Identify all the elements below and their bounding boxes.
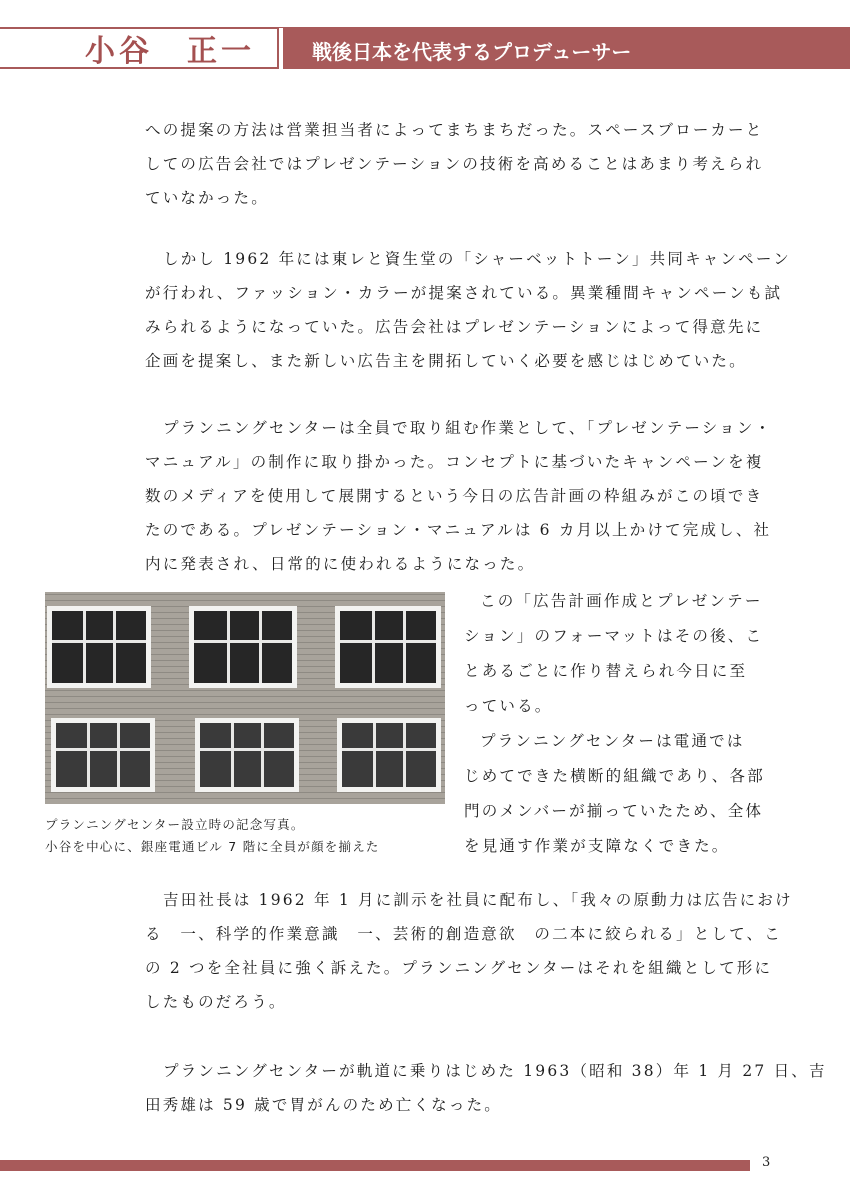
- text-line: 門のメンバーが揃っていたため、全体: [464, 802, 764, 820]
- window: [337, 718, 441, 792]
- text-line: への提案の方法は営業担当者によってまちまちだった。スペースブローカーと: [145, 121, 764, 139]
- text-line: みられるようになっていた。広告会社はプレゼンテーションによって得意先に: [145, 318, 764, 336]
- photo-caption: [45, 814, 380, 858]
- side-paragraph: [464, 584, 765, 864]
- text-line: マニュアル」の制作に取り掛かった。コンセプトに基づいたキャンペーンを複: [145, 453, 764, 471]
- footer-bar: [0, 1160, 750, 1171]
- window: [335, 606, 441, 688]
- header-subtitle: 戦後日本を代表するプロデューサー: [312, 40, 632, 64]
- text-line: が行われ、ファッション・カラーが提案されている。異業種間キャンペーンも試: [145, 284, 783, 302]
- text-line: しかし 1962 年には東レと資生堂の「シャーベットトーン」共同キャンペーン: [163, 250, 791, 268]
- text-line: の 2 つを全社員に強く訴えた。プランニングセンターはそれを組織として形に: [145, 959, 773, 977]
- text-line: 田秀雄は 59 歳で胃がんのため亡くなった。: [145, 1096, 502, 1114]
- window: [195, 718, 299, 792]
- window: [51, 718, 155, 792]
- text-line: 吉田社長は 1962 年 1 月に訓示を社員に配布し、「我々の原動力は広告におけ: [163, 891, 793, 909]
- caption-line: 小谷を中心に、銀座電通ビル 7 階に全員が顔を揃えた: [45, 839, 380, 854]
- author-name: 小谷 正一: [85, 34, 255, 69]
- text-line: を見通す作業が支障なくできた。: [464, 837, 730, 855]
- window: [47, 606, 151, 688]
- text-line: 数のメディアを使用して展開するという今日の広告計画の枠組みがこの頃でき: [145, 487, 764, 505]
- text-line: ていなかった。: [145, 189, 269, 207]
- paragraph-1: [145, 113, 763, 215]
- text-line: ション」のフォーマットはその後、こ: [464, 627, 764, 645]
- text-line: プランニングセンターは電通では: [480, 732, 745, 750]
- text-line: しての広告会社ではプレゼンテーションの技術を高めることはあまり考えられ: [145, 155, 764, 173]
- caption-line: プランニングセンター設立時の記念写真。: [45, 817, 305, 832]
- paragraph-3: [145, 411, 772, 581]
- text-line: とあるごとに作り替えられ今日に至: [464, 662, 748, 680]
- paragraph-2: [145, 242, 791, 378]
- paragraph-5: [145, 1054, 827, 1122]
- text-line: 企画を提案し、また新しい広告主を開拓していく必要を感じはじめていた。: [145, 352, 747, 370]
- text-line: プランニングセンターが軌道に乗りはじめた 1963（昭和 38）年 1 月 27 日、吉: [163, 1062, 827, 1080]
- text-line: たのである。プレゼンテーション・マニュアルは 6 カ月以上かけて完成し、社: [145, 521, 772, 539]
- page-number: 3: [762, 1155, 771, 1170]
- text-line: じめてできた横断的組織であり、各部: [464, 767, 765, 785]
- text-line: プランニングセンターは全員で取り組む作業として、「プレゼンテーション・: [163, 419, 773, 437]
- paragraph-4: [145, 883, 793, 1019]
- text-line: したものだろう。: [145, 993, 287, 1011]
- text-line: 内に発表され、日常的に使われるようになった。: [145, 555, 536, 573]
- text-line: る 一、科学的作業意識 一、芸術的創造意欲 の二本に絞られる」として、こ: [145, 925, 782, 943]
- text-line: この「広告計画作成とプレゼンテー: [480, 592, 763, 610]
- office-photo: [45, 592, 445, 804]
- text-line: っている。: [464, 697, 553, 715]
- window: [189, 606, 297, 688]
